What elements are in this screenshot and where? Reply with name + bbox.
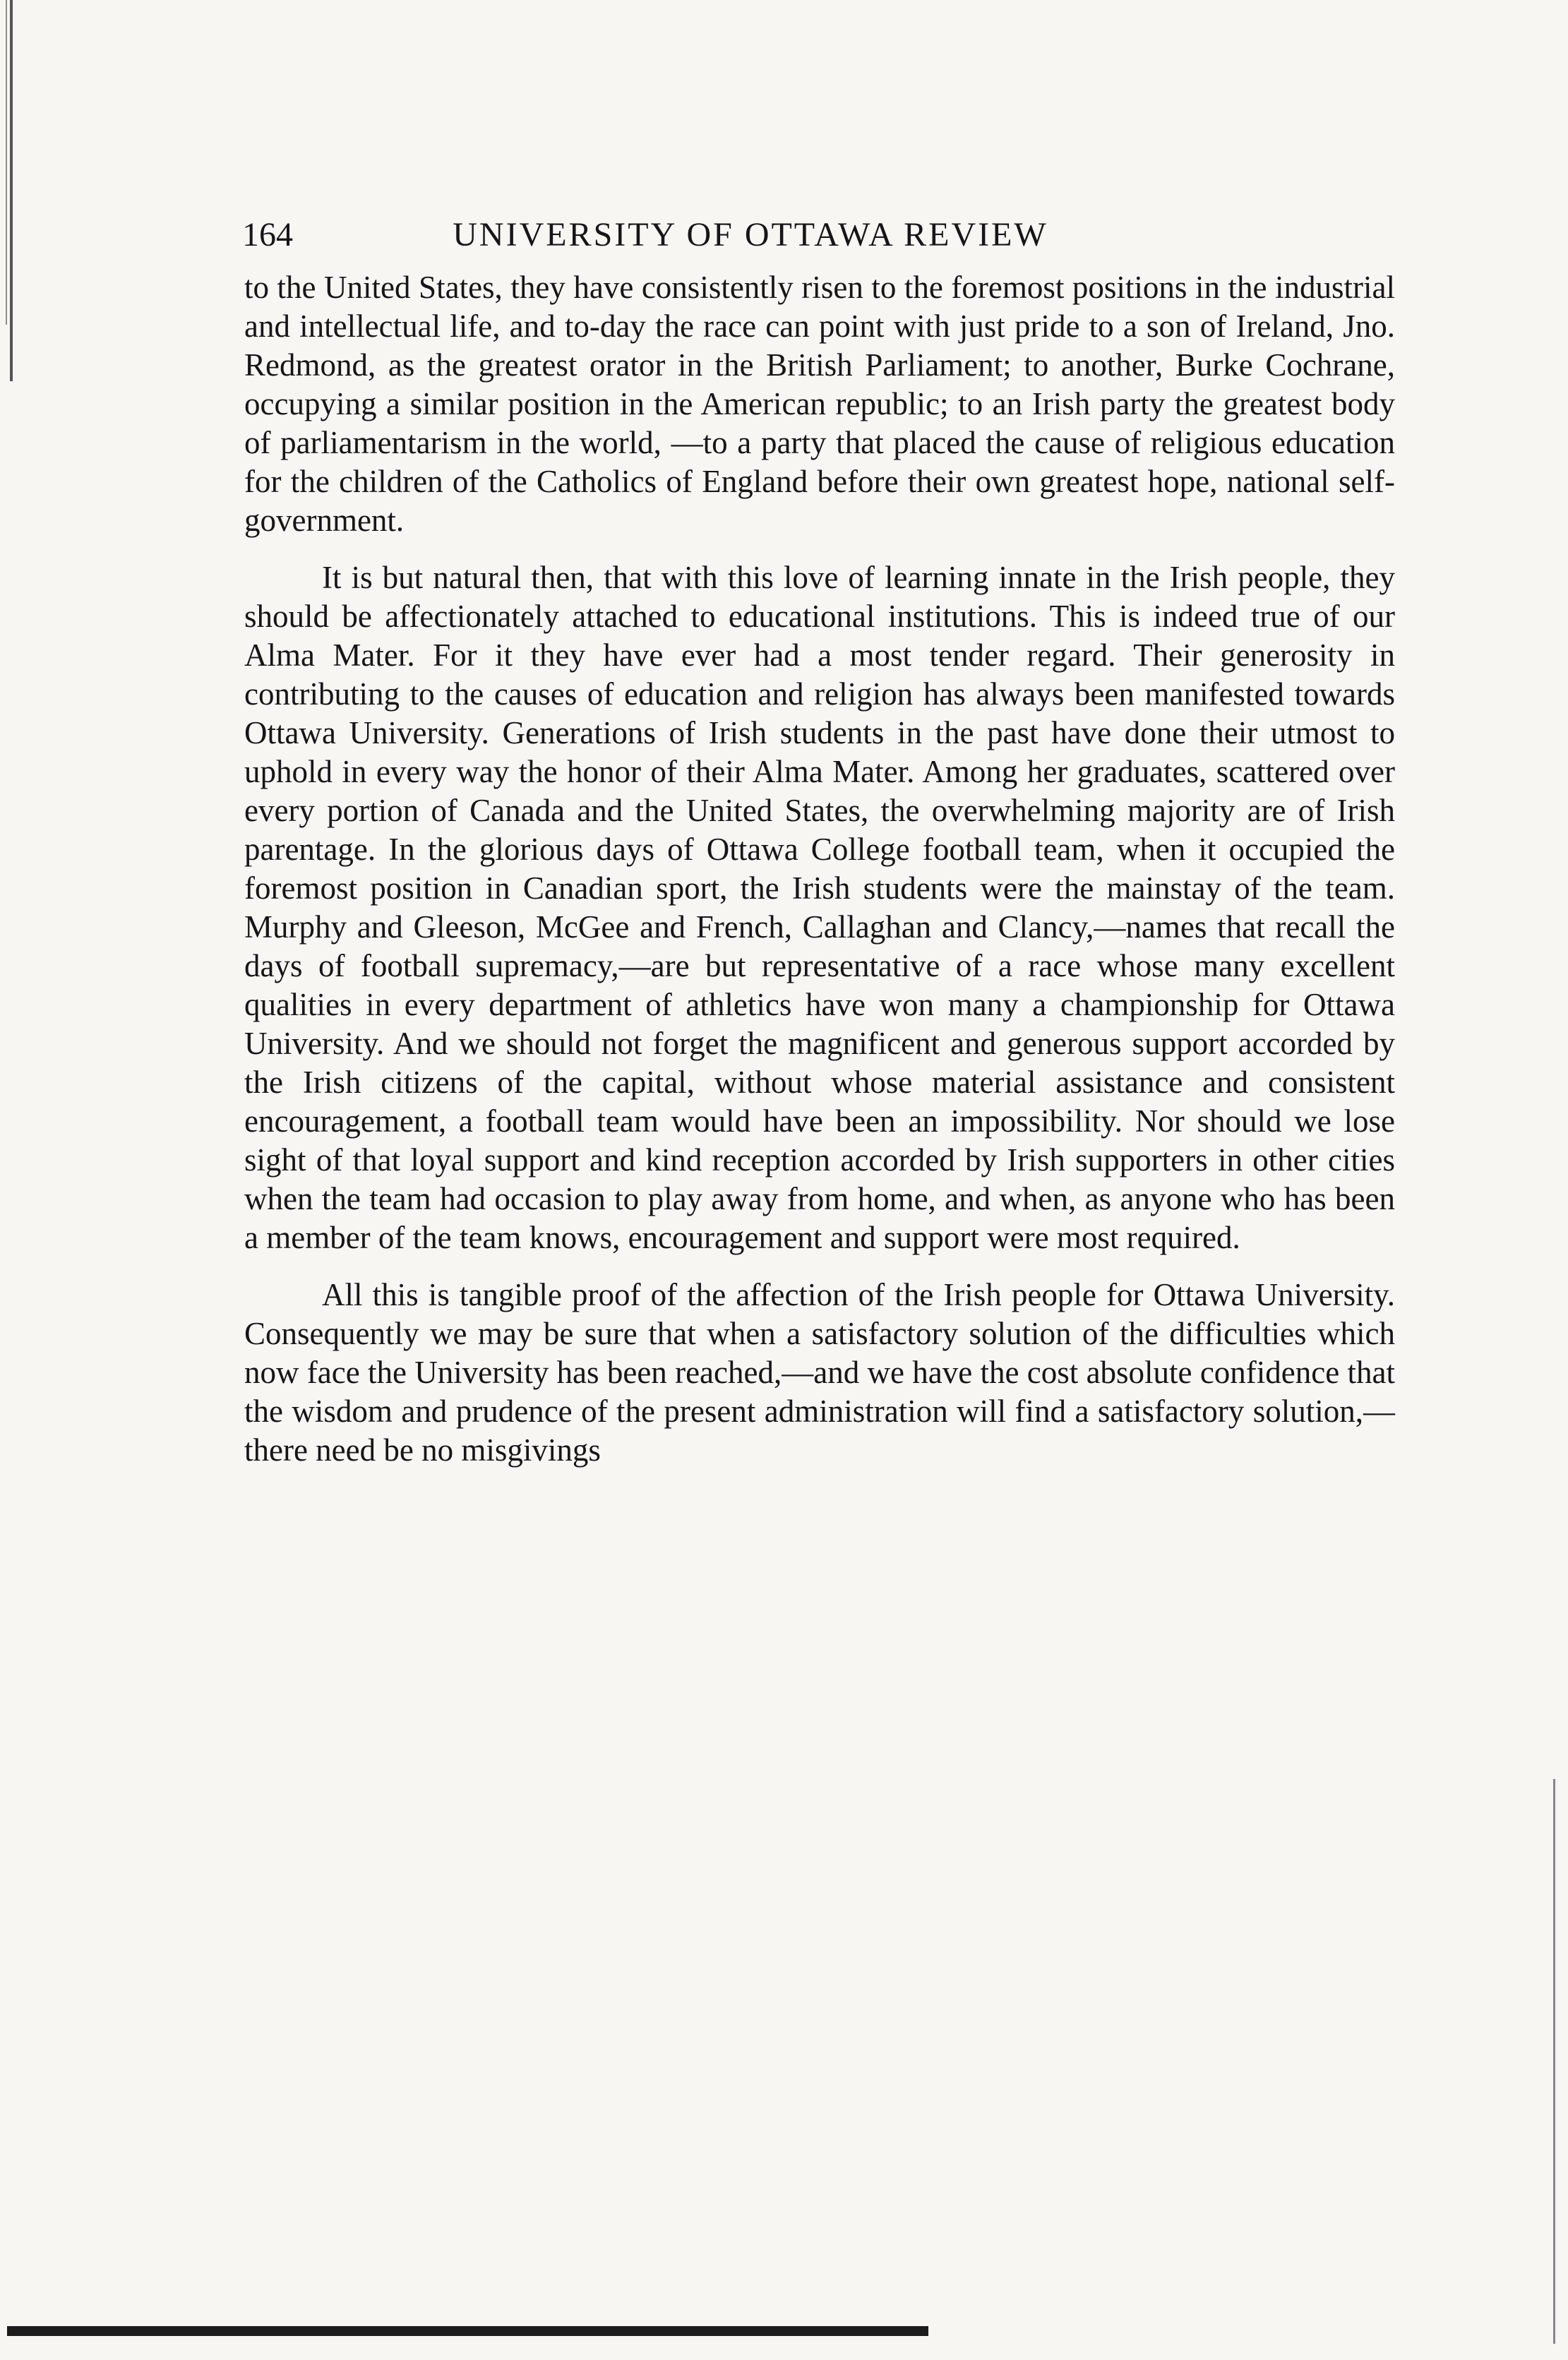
running-title: UNIVERSITY OF OTTAWA REVIEW [453,216,1048,253]
paragraph-irish-students: It is but natural then, that with this love of learning innate in the Irish people, they should be affectionately attached to educational institutions. This is indeed true of our Alma Mater. For it they have ever had a most tender regard. Their generosity in contributing to the causes of education and religion has always been manifested towards Ottawa University. Generations of Irish students in the past have done their utmost to uphold in every way the honor of their Alma Mater. Among her graduates, scattered over every portion of Canada and the United States, the overwhelming majority are of Irish parentage. In the glorious days of Ottawa College football team, when it occupied the foremost position in Canadian sport, the Irish students were the mainstay of the team. Murphy and Gleeson, McGee and French, Callaghan and Clancy,—names that recall the days of football supremacy,—are but representative of a race whose many excellent qualities in every department of athletics have won many a championship for Ottawa University. And we should not forget the magnificent and generous support accorded by the Irish citizens of the capital, without whose material assistance and consistent encouragement, a football team would have been an impossibility. Nor should we lose sight of that loyal support and kind reception accorded by Irish supporters in other cities when the team had occasion to play away from home, and when, as anyone who has been a member of the team knows, encouragement and support were most required. [244,560,1395,1255]
left-scan-edge-inner [6,0,7,325]
bottom-scan-bar [7,2326,928,2336]
left-scan-edge [10,0,13,381]
right-scan-edge [1553,1779,1555,2344]
article-body [244,268,1395,1470]
page-number: 164 [242,216,293,253]
paragraph-continued: to the United States, they have consistently risen to the foremost positions in the industrial and intellectual life, and to-day the race can point with just pride to a son of Ireland, Jno. Redmond, as the greatest orator in the British Parliament; to another, Burke Cochrane, occupying a similar position in the American republic; to an Irish party the greatest body of parliamentarism in the world, —to a party that placed the cause of religious education for the children of the Catholics of England before their own greatest hope, national self-government. [244,270,1395,538]
paragraph-tangible-proof: All this is tangible proof of the affection of the Irish people for Ottawa University. Consequently we may be sure that when a satisfactory solution of the difficulties which now face the University has been reached,—and we have the cost absolute confidence that the wisdom and prudence of the present administration will find a satisfactory solution,—there need be no misgivings [244,1277,1395,1468]
page-header [242,210,1188,260]
